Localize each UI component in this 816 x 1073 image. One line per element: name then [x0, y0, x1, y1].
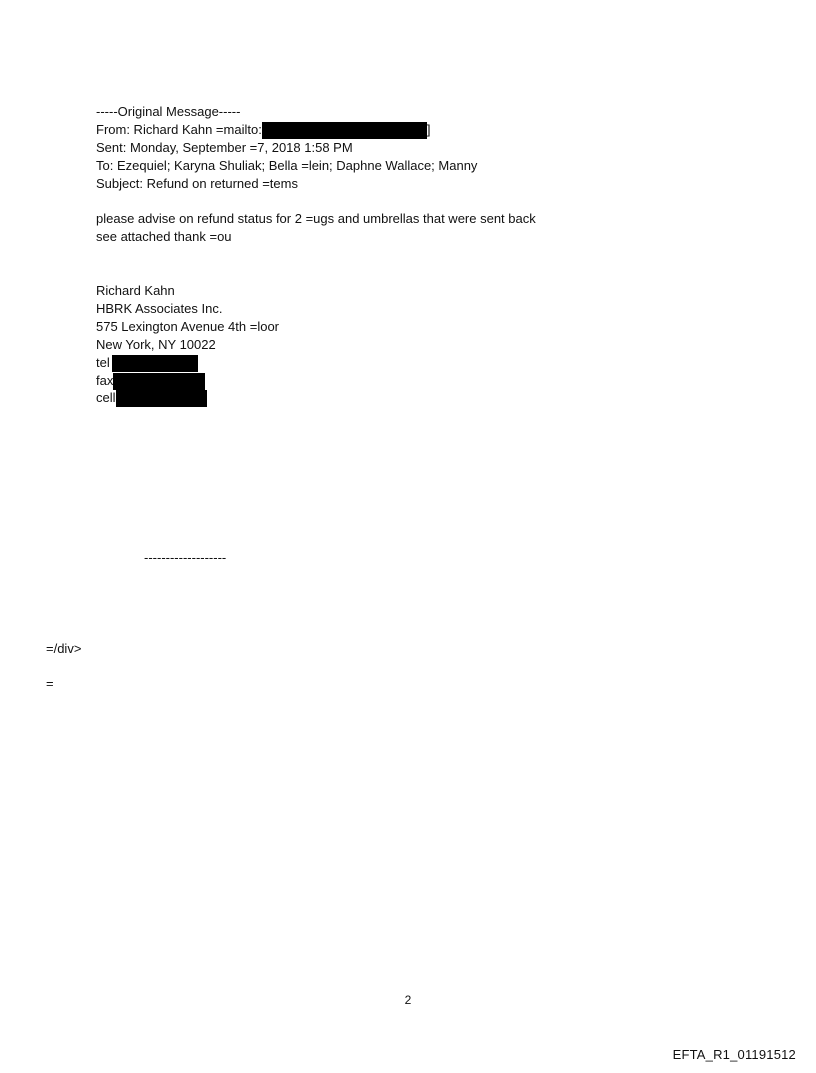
redaction-block-fax	[113, 373, 205, 390]
from-line	[96, 121, 430, 139]
subject-line: Subject: Refund on returned =tems	[96, 176, 298, 191]
signature-address: 575 Lexington Avenue 4th =loor	[96, 319, 279, 334]
sent-line: Sent: Monday, September =7, 2018 1:58 PM	[96, 140, 353, 155]
redaction-block-cell	[116, 390, 207, 407]
document-id: EFTA_R1_01191512	[672, 1047, 796, 1062]
cell-label: cell	[96, 390, 116, 405]
fax-label: fax	[96, 373, 114, 388]
redaction-block-email	[262, 122, 427, 139]
body-line-2: see attached thank =ou	[96, 229, 232, 244]
separator-line: -------------------	[144, 550, 227, 565]
signature-city: New York, NY 10022	[96, 337, 216, 352]
signature-cell	[96, 389, 207, 407]
signature-company: HBRK Associates Inc.	[96, 301, 223, 316]
signature-name: Richard Kahn	[96, 283, 175, 298]
original-message-marker: -----Original Message-----	[96, 104, 241, 119]
div-close-text: =/div>	[46, 641, 82, 656]
tel-label: tel	[96, 355, 110, 370]
body-line-1: please advise on refund status for 2 =ugs and umbrellas that were sent back	[96, 211, 536, 226]
equals-text: =	[46, 676, 54, 691]
redaction-block-tel	[112, 355, 198, 372]
from-trail: ]	[426, 122, 431, 137]
page-number: 2	[404, 993, 412, 1007]
signature-fax	[96, 372, 205, 390]
signature-tel	[96, 354, 198, 372]
to-line: To: Ezequiel; Karyna Shuliak; Bella =lein; Daphne Wallace; Manny	[96, 158, 478, 173]
from-text: From: Richard Kahn =mailto:	[96, 122, 262, 137]
